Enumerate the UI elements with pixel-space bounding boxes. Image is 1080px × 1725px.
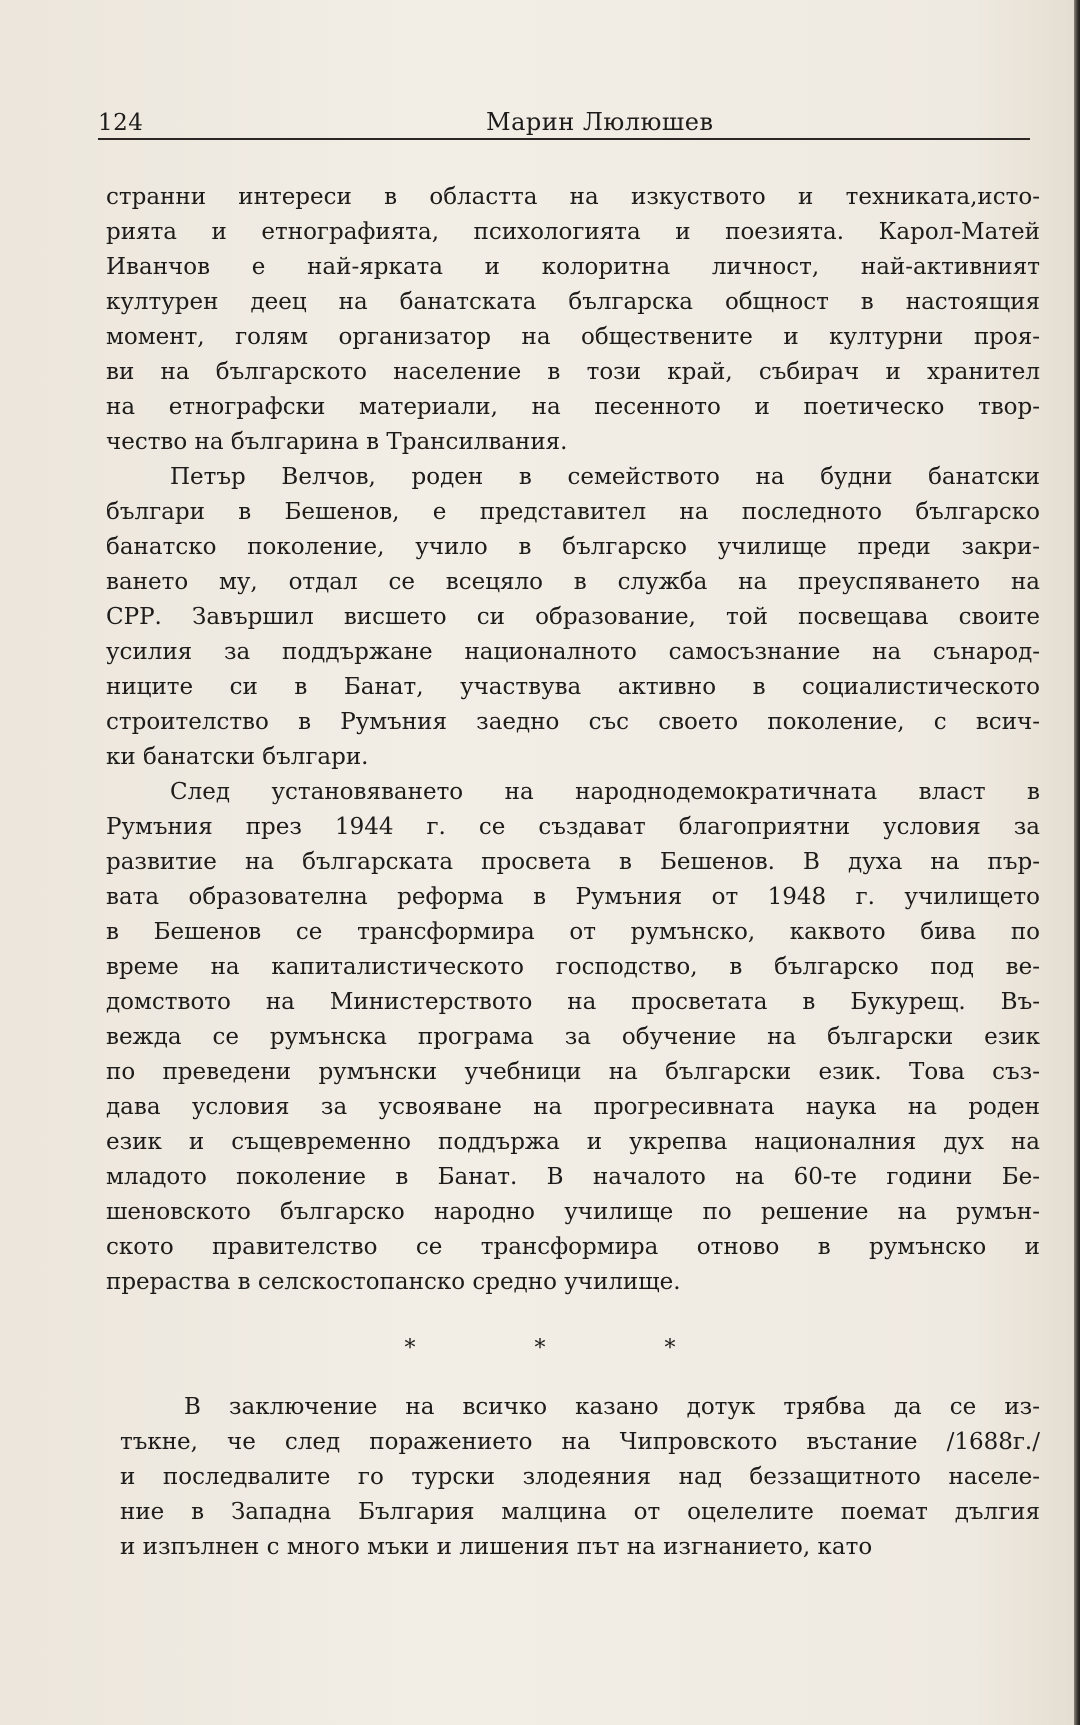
page-number: 124	[98, 110, 144, 136]
text-line: усилия за поддържане националното самосъзнание на сънарод-	[106, 639, 1040, 665]
text-line: на етнографски материали, на песенното и поетическо твор-	[106, 394, 1040, 420]
binding-edge	[1074, 0, 1080, 1725]
text-line: Румъния през 1944 г. се създават благоприятни условия за	[106, 814, 1040, 840]
text-line: дава условия за усвояване на прогресивната наука на роден	[106, 1094, 1040, 1120]
text-line: прераства в селскостопанско средно училище.	[106, 1269, 681, 1295]
text-line: ви на българското население в този край, събирач и хранител	[106, 359, 1040, 385]
text-line: по преведени румънски учебници на български език. Това съз-	[106, 1059, 1040, 1085]
text-line: домството на Министерството на просветата в Букурещ. Въ-	[106, 989, 1040, 1015]
section-separator: * * *	[404, 1336, 732, 1361]
closing-paragraph	[120, 1390, 1040, 1565]
text-line: Иванчов е най-ярката и колоритна личност, най-активният	[106, 254, 1040, 280]
text-line: българи в Бешенов, е представител на последното българско	[106, 499, 1040, 525]
text-line: СРР. Завършил висшето си образование, той посвещава своите	[106, 604, 1040, 630]
text-line: развитие на българската просвета в Бешенов. В духа на пър-	[106, 849, 1040, 875]
paragraph	[106, 180, 1040, 460]
text-line: младото поколение в Банат. В началото на 60-те години Бе-	[106, 1164, 1040, 1190]
paragraph	[106, 775, 1040, 1300]
text-line: ването му, отдал се всецяло в служба на преуспяването на	[106, 569, 1040, 595]
text-line: време на капиталистическото господство, в българско под ве-	[106, 954, 1040, 980]
text-line: тъкне, че след поражението на Чипровското въстание /1688г./	[120, 1429, 1040, 1455]
text-line: културен деец на банатската българска общност в настоящия	[106, 289, 1040, 315]
running-title: Марин Люлюшев	[486, 108, 714, 136]
text-line: чество на българина в Трансилвания.	[106, 429, 568, 455]
body-text	[106, 180, 1040, 1300]
text-line: рията и етнографията, психологията и поезията. Карол-Матей	[106, 219, 1040, 245]
text-line: в Бешенов се трансформира от румънско, каквото бива по	[106, 919, 1040, 945]
text-line: ки банатски българи.	[106, 744, 369, 770]
text-line: език и същевременно поддържа и укрепва националния дух на	[106, 1129, 1040, 1155]
text-line: странни интереси в областта на изкуството и техниката,исто-	[106, 184, 1040, 210]
text-line: В заключение на всичко казано дотук трябва да се из-	[184, 1394, 1040, 1420]
text-line: ското правителство се трансформира отново в румънско и	[106, 1234, 1040, 1260]
text-line: вежда се румънска програма за обучение на български език	[106, 1024, 1040, 1050]
text-line: След установяването на народнодемократичната власт в	[170, 779, 1040, 805]
text-line: шеновското българско народно училище по решение на румън-	[106, 1199, 1040, 1225]
text-line: банатско поколение, учило в българско училище преди закри-	[106, 534, 1040, 560]
page-header	[98, 108, 1030, 140]
text-line: строителство в Румъния заедно със своето поколение, с всич-	[106, 709, 1040, 735]
paragraph	[120, 1390, 1040, 1565]
paragraph	[106, 460, 1040, 775]
text-line: вата образователна реформа в Румъния от 1948 г. училището	[106, 884, 1040, 910]
text-line: и последвалите го турски злодеяния над беззащитното населе-	[120, 1464, 1040, 1490]
text-line: и изпълнен с много мъки и лишения път на изгнанието, като	[120, 1534, 873, 1560]
text-line: момент, голям организатор на обществените и културни проя-	[106, 324, 1040, 350]
text-line: ние в Западна България малцина от оцелелите поемат дългия	[120, 1499, 1040, 1525]
text-line: Петър Велчов, роден в семейството на будни банатски	[170, 464, 1040, 490]
text-line: ниците си в Банат, участвува активно в социалистическото	[106, 674, 1040, 700]
